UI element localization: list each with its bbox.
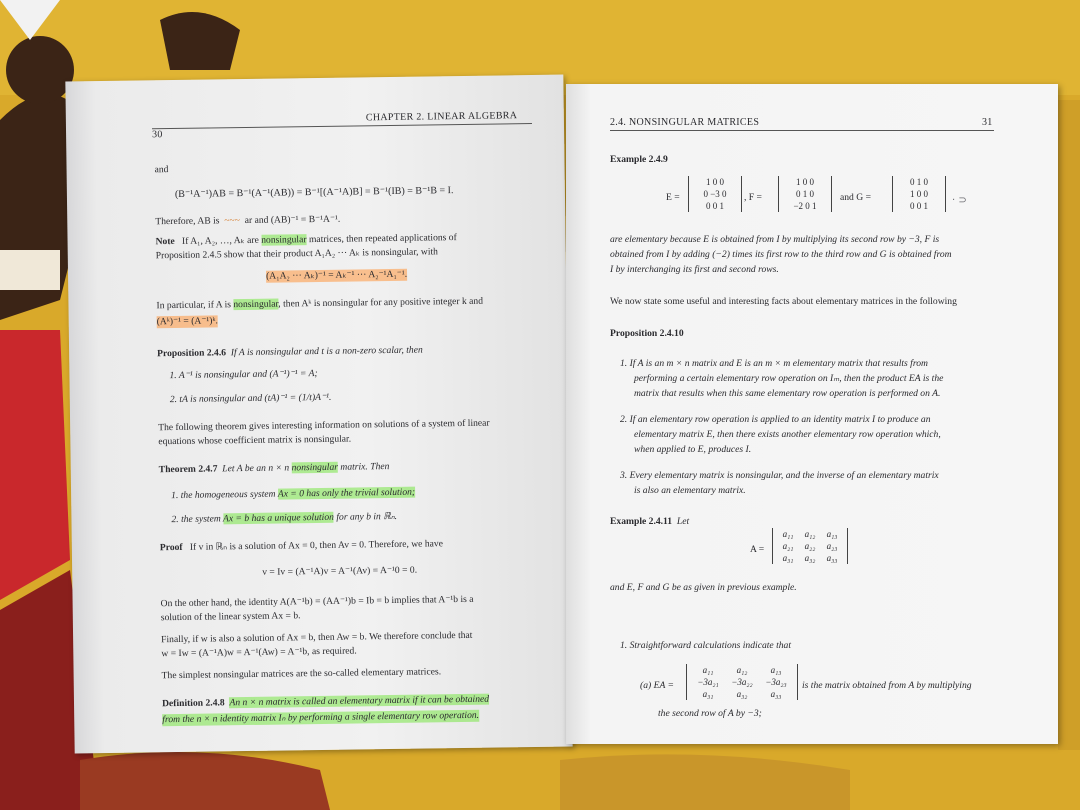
matrix-cell: a₃₃	[770, 689, 782, 699]
matrix-cell: a₁₁	[782, 529, 794, 539]
text-line	[155, 214, 340, 229]
matrix-cell: −3a₂₁	[697, 677, 719, 687]
text-span: If v in ℝₙ is a solution of Ax = 0, then Av = 0. Therefore, we have	[189, 538, 443, 553]
text-span: , then Aᵏ is nonsingular for any positive integer k and	[278, 295, 484, 310]
matrix-row	[691, 676, 793, 688]
proposition-label: Proposition 2.4.6	[157, 347, 227, 360]
text-span: Therefore, AB is	[155, 215, 220, 228]
text-span: 1. the homogeneous system	[171, 488, 276, 502]
handwritten-mark: · ⊃	[952, 195, 967, 206]
text-span: Let A be an n × n	[222, 462, 290, 475]
text-line: The simplest nonsingular matrices are the so-called elementary matrices.	[161, 666, 442, 682]
note-label: Note	[155, 235, 175, 248]
matrix-e	[688, 176, 742, 212]
text-line: and	[154, 164, 169, 176]
text-line: Proposition 2.4.5 show that their product A₁A₂ ··· Aₖ is nonsingular, with	[155, 246, 439, 262]
highlighted-equation: (A₁A₂ ··· Aₖ)⁻¹ = Aₖ⁻¹ ··· A₂⁻¹A₁⁻¹.	[265, 268, 408, 282]
matrix-cell: a₃₂	[804, 553, 816, 563]
matrix-row: 0 0 1	[910, 201, 928, 211]
matrix-cell: a₁₃	[826, 529, 838, 539]
example-line	[610, 516, 689, 528]
text-line: is the matrix obtained from A by multiplying	[802, 680, 972, 691]
matrix-label: (a) EA =	[640, 680, 675, 691]
text-span: ar and (AB)⁻¹ = B⁻¹A⁻¹.	[244, 213, 341, 227]
page-number: 31	[982, 117, 993, 128]
matrix-label: , F =	[744, 192, 762, 203]
text-span: If A is nonsingular and t is a non-zero scalar, then	[230, 344, 423, 359]
proof-label: Proof	[159, 541, 183, 554]
matrix-cell: a₁₂	[804, 529, 816, 539]
text-line: solution of the linear system Ax = b.	[160, 610, 301, 624]
example-label: Example 2.4.9	[610, 154, 668, 165]
matrix-cell: a₃₃	[826, 553, 838, 563]
matrix-cell: a₂₃	[826, 541, 838, 551]
matrix-row	[777, 540, 843, 552]
handwritten-scribble: ~~~	[221, 215, 243, 227]
matrix-cell: a₁₂	[736, 665, 748, 675]
matrix-cell: a₁₃	[770, 665, 782, 675]
matrix-row	[691, 688, 793, 700]
list-item	[171, 511, 397, 527]
fabric-pattern-shape	[6, 36, 74, 104]
text-line: We now state some useful and interesting facts about elementary matrices in the following	[610, 296, 957, 307]
text-line: obtained from I by adding (−2) times its first row to the third row and G is obtained from	[610, 249, 952, 260]
list-item: 1. A⁻¹ is nonsingular and (A⁻¹)⁻¹ = A;	[169, 368, 318, 382]
matrix-row: 1 0 0	[796, 177, 814, 187]
matrix-label: A =	[750, 544, 765, 555]
proof-line	[160, 538, 443, 554]
list-item	[171, 487, 415, 503]
text-line: equations whose coefficient matrix is nonsingular.	[158, 433, 352, 448]
matrix-f	[778, 176, 832, 212]
matrix-row: −2 0 1	[793, 201, 817, 211]
text-line: are elementary because E is obtained from I by multiplying its second row by −3, F is	[610, 234, 940, 245]
list-item: 1. Straightforward calculations indicate that	[620, 640, 791, 651]
matrix-a	[772, 528, 848, 564]
fabric-pattern-shape	[0, 330, 70, 600]
example-label: Example 2.4.11	[610, 516, 673, 527]
matrix-g	[892, 176, 946, 212]
theorem-label: Theorem 2.4.7	[158, 463, 218, 476]
page-number: 30	[152, 129, 163, 141]
text-line: Finally, if w is also a solution of Ax = b, then Aw = b. We therefore conclude that	[161, 629, 473, 646]
matrix-row: 0 −3 0	[703, 189, 727, 199]
highlighted-text: Ax = b has a unique solution	[222, 511, 334, 525]
highlighted-text: nonsingular	[233, 298, 279, 311]
matrix-label: and G =	[840, 192, 871, 203]
right-book-page	[566, 84, 1058, 744]
list-item: 2. tA is nonsingular and (tA)⁻¹ = (1/t)A⁻¹.	[169, 391, 332, 406]
equation: v = Iv = (A⁻¹A)v = A⁻¹(Av) = A⁻¹0 = 0.	[262, 564, 418, 578]
list-item: is also an elementary matrix.	[634, 485, 746, 496]
text-line: and E, F and G be as given in previous example.	[610, 582, 797, 593]
matrix-cell: a₂₂	[804, 541, 816, 551]
text-span: Let	[676, 516, 690, 527]
matrix-row	[777, 552, 843, 564]
highlighted-text: nonsingular	[291, 461, 339, 474]
matrix-row: 0 0 1	[706, 201, 724, 211]
left-book-page	[65, 75, 572, 754]
list-item: 1. If A is an m × n matrix and E is an m × m elementary matrix that results from	[620, 358, 928, 369]
theorem-line	[159, 461, 390, 477]
highlighted-text: from the n × n identity matrix Iₙ by performing a single elementary row operation.	[162, 709, 480, 726]
text-line: On the other hand, the identity A(A⁻¹b) = (AA⁻¹)b = Ib = b implies that A⁻¹b is a	[160, 593, 474, 610]
matrix-cell: a₁₁	[702, 665, 714, 675]
highlighted-text: nonsingular	[261, 234, 307, 246]
matrix-label: E =	[666, 192, 680, 203]
header-rule	[152, 123, 532, 129]
list-item: performing a certain elementary row operation on Iₘ, then the product EA is the	[634, 373, 944, 384]
matrix-row: 0 1 0	[910, 177, 928, 187]
text-line	[156, 296, 483, 313]
matrix-cell: a₃₁	[702, 689, 714, 699]
text-span: If A₁, A₂, …, Aₖ are	[181, 234, 259, 247]
matrix-cell: −3a₂₂	[731, 677, 753, 687]
text-span: for any b in ℝₙ.	[336, 510, 398, 523]
definition-line	[162, 694, 489, 711]
matrix-cell: a₃₂	[736, 689, 748, 699]
matrix-cell: a₂₁	[782, 541, 794, 551]
text-line: The following theorem gives interesting information on solutions of a system of linear	[158, 417, 490, 434]
proposition-line	[157, 345, 423, 361]
list-item: 3. Every elementary matrix is nonsingular, and the inverse of an elementary matrix	[620, 470, 939, 481]
list-item: when applied to E, produces I.	[634, 444, 752, 455]
matrix-row: 0 1 0	[796, 189, 814, 199]
matrix-row: 1 0 0	[910, 189, 928, 199]
matrix-ea	[686, 664, 798, 700]
text-span: matrices, then repeated applications of	[308, 232, 457, 246]
list-item: matrix that results when this same elementary row operation is performed on A.	[634, 388, 941, 399]
matrix-cell: −3a₂₃	[765, 677, 787, 687]
text-line: I by interchanging its first and second rows.	[610, 264, 779, 275]
text-span: 2. the system	[171, 513, 221, 526]
header-rule	[610, 130, 994, 131]
text-span: matrix. Then	[340, 461, 390, 473]
list-item: elementary matrix E, then there exists another elementary row operation which,	[634, 429, 941, 440]
chapter-header: CHAPTER 2. LINEAR ALGEBRA	[365, 110, 518, 124]
proposition-label: Proposition 2.4.10	[610, 328, 684, 339]
definition-label: Definition 2.4.8	[161, 697, 225, 710]
matrix-cell: a₃₁	[782, 553, 794, 563]
equation: (B⁻¹A⁻¹)AB = B⁻¹(A⁻¹(AB)) = B⁻¹[(A⁻¹A)B] = B⁻¹(IB) = B⁻¹B = I.	[174, 185, 454, 200]
section-header: 2.4. NONSINGULAR MATRICES	[610, 117, 760, 128]
matrix-row	[691, 664, 793, 676]
text-line: the second row of A by −3;	[658, 708, 762, 719]
matrix-row: 1 0 0	[706, 177, 724, 187]
highlighted-text: Ax = 0 has only the trivial solution;	[277, 486, 416, 500]
matrix-row	[777, 528, 843, 540]
text-span: In particular, if A is	[156, 299, 232, 312]
text-line: w = Iw = (A⁻¹A)w = A⁻¹(Aw) = A⁻¹b, as required.	[161, 645, 357, 660]
highlighted-text: An n × n matrix is called an elementary matrix if it can be obtained	[229, 693, 490, 709]
list-item: 2. If an elementary row operation is applied to an identity matrix I to produce an	[620, 414, 931, 425]
highlighted-equation: (Aᵏ)⁻¹ = (A⁻¹)ᵏ.	[156, 315, 218, 328]
